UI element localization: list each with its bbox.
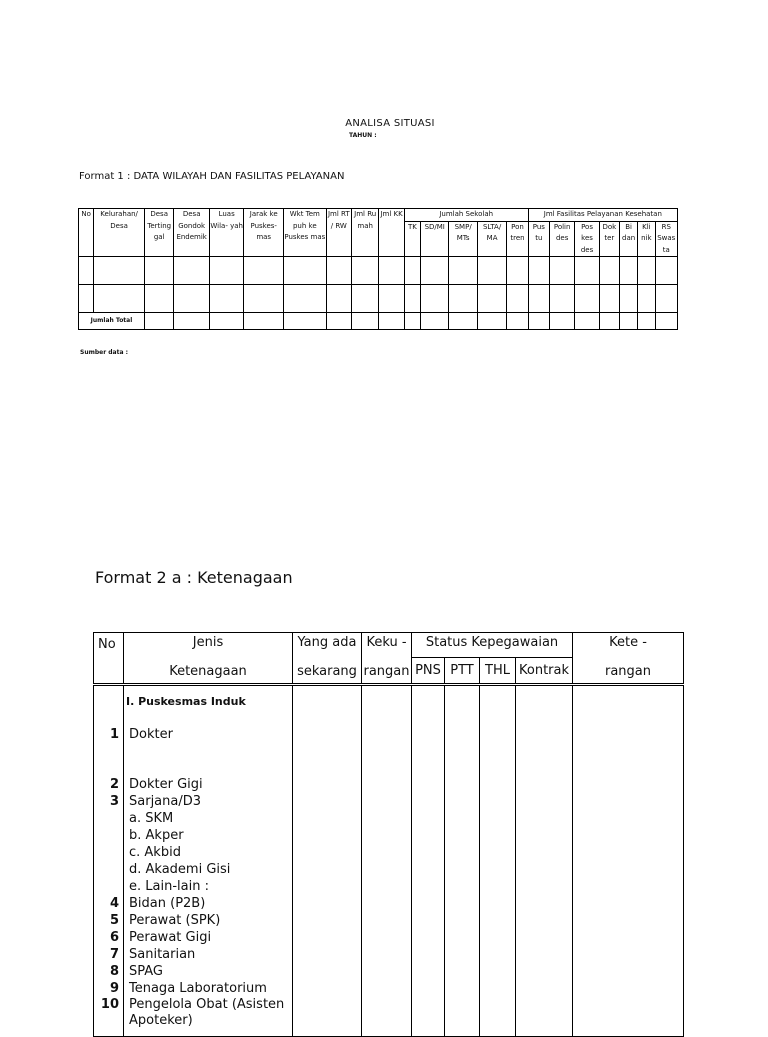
item-label: Tenaga Laboratorium	[129, 981, 267, 996]
col-no: No	[79, 209, 94, 257]
item-number: 10	[100, 997, 119, 1012]
col-jml-rumah: Jml Ru mah	[352, 209, 379, 257]
item-number: 5	[109, 913, 119, 928]
col-luas-wilayah: Luas Wila- yah	[209, 209, 244, 257]
item-label: Sanitarian	[129, 947, 196, 962]
table-row	[79, 257, 678, 285]
item-number: 7	[109, 947, 119, 962]
col-rs-swasta: RS Swas ta	[655, 221, 677, 257]
format1-title: Format 1 : DATA WILAYAH DAN FASILITAS PELAYANAN	[79, 171, 345, 182]
items-no-column	[94, 685, 124, 1037]
item-label: Pengelola Obat (Asisten	[129, 997, 285, 1012]
hdr-yang-ada	[293, 633, 362, 685]
hdr-jenis-line1: Jenis	[192, 635, 224, 650]
hdr-jenis-line2: Ketenagaan	[169, 664, 247, 679]
hdr-pns: PNS	[412, 658, 445, 685]
source-label: Sumber data :	[80, 349, 129, 356]
item-number: 2	[109, 777, 119, 792]
item-label: b. Akper	[129, 828, 184, 843]
item-label: Dokter	[129, 727, 173, 742]
col-smp: SMP/ MTs	[449, 221, 477, 257]
col-jml-kk: Jml KK	[379, 209, 404, 257]
item-label: c. Akbid	[129, 845, 181, 860]
col-sdmi: SD/MI	[421, 221, 449, 257]
col-kelurahan: Kelurahan/ Desa	[94, 209, 145, 257]
total-row	[79, 313, 678, 330]
item-number: 1	[109, 727, 119, 742]
hdr-thl: THL	[480, 658, 516, 685]
hdr-kekurangan	[362, 633, 412, 685]
item-label: Bidan (P2B)	[129, 896, 206, 911]
hdr-keku-line2: rangan	[363, 664, 410, 679]
item-number: 8	[109, 964, 119, 979]
col-group-fasilitas: Jml Fasilitas Pelayanan Kesehatan	[528, 209, 677, 222]
hdr-status-kepegawaian: Status Kepegawaian	[412, 633, 573, 658]
col-desa-gondok: Desa Gondok Endemik	[174, 209, 210, 257]
items-label-column	[124, 685, 293, 1037]
hdr-yang-line1: Yang ada	[297, 635, 357, 650]
item-label: SPAG	[129, 964, 163, 979]
item-number: 9	[109, 981, 119, 996]
item-label: Perawat (SPK)	[129, 913, 221, 928]
item-label: Sarjana/D3	[129, 794, 202, 809]
table-row	[79, 285, 678, 313]
col-slta: SLTA/ MA	[477, 221, 506, 257]
hdr-kete-line2: rangan	[605, 664, 652, 679]
col-dokter: Dok ter	[599, 221, 619, 257]
item-label: a. SKM	[129, 811, 174, 826]
tahun-label: TAHUN :	[349, 132, 377, 139]
section-title: I. Puskesmas Induk	[126, 695, 246, 708]
hdr-kontrak: Kontrak	[516, 658, 573, 685]
col-group-sekolah: Jumlah Sekolah	[404, 209, 528, 222]
format2-title: Format 2 a : Ketenagaan	[95, 568, 293, 587]
total-label: Jumlah Total	[79, 313, 145, 330]
hdr-no: No	[94, 633, 124, 685]
hdr-jenis	[124, 633, 293, 685]
item-label: Apoteker)	[129, 1013, 193, 1028]
item-label: Dokter Gigi	[129, 777, 203, 792]
item-label: d. Akademi Gisi	[129, 862, 231, 877]
col-waktu-tempuh: Wkt Tem puh ke Puskes mas	[284, 209, 327, 257]
item-number: 3	[109, 794, 119, 809]
col-jarak: Jarak ke Puskes- mas	[244, 209, 284, 257]
col-pontren: Pon tren	[507, 221, 528, 257]
item-number: 6	[109, 930, 119, 945]
col-desa-tertinggal: Desa Terting gal	[144, 209, 173, 257]
hdr-keterangan	[573, 633, 684, 685]
item-label: e. Lain-lain :	[129, 879, 209, 894]
hdr-keku-line1: Keku -	[366, 635, 407, 650]
col-jml-rtrw: Jml RT / RW	[326, 209, 351, 257]
hdr-ptt: PTT	[445, 658, 480, 685]
item-label: Perawat Gigi	[129, 930, 212, 945]
hdr-kete-line1: Kete -	[609, 635, 647, 650]
col-pustu: Pus tu	[528, 221, 549, 257]
item-number: 4	[109, 896, 119, 911]
hdr-yang-line2: sekarang	[297, 664, 357, 679]
col-bidan: Bi dan	[620, 221, 638, 257]
table-row	[94, 685, 684, 1037]
facilities-table	[78, 208, 678, 330]
col-klinik: Kli nik	[638, 221, 655, 257]
staffing-table	[93, 632, 684, 1037]
col-poskesdes: Pos kes des	[575, 221, 599, 257]
col-tk: TK	[404, 221, 420, 257]
col-polindes: Polin des	[549, 221, 574, 257]
page-title: ANALISA SITUASI	[345, 118, 435, 129]
